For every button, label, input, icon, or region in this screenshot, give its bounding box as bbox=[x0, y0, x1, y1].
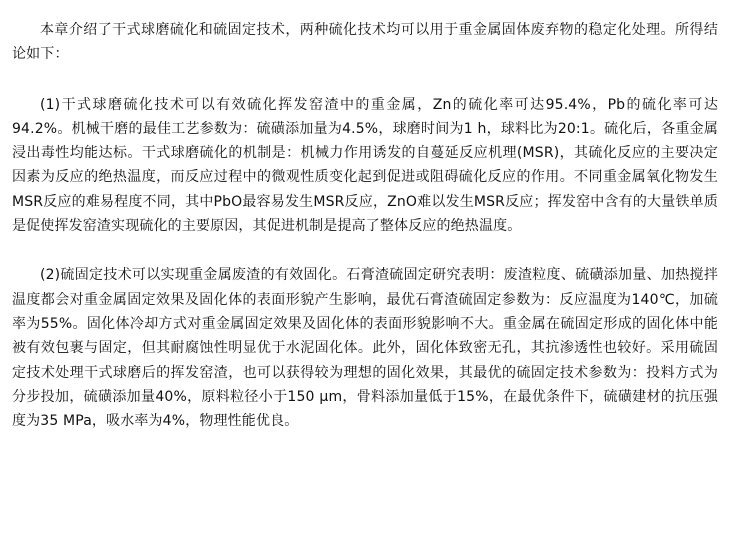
paragraph-intro: 本章介绍了干式球磨硫化和硫固定技术，两种硫化技术均可以用于重金属固体废弃物的稳定化处理。所得结论如下： bbox=[12, 22, 718, 63]
paragraph-conclusion-1: (1)干式球磨硫化技术可以有效硫化挥发窑渣中的重金属，Zn的硫化率可达95.4%，Pb的硫化率可达94.2%。机械干磨的最佳工艺参数为：硫磺添加量为4.5%，球磨时间为1 h，球料比为20:1。硫化后，各重金属浸出毒性均能达标。干式球磨硫化的机制是：机械力作用诱发的自蔓延反应机理(MSR)，其硫化反应的主要决定因素为反应的绝热温度，而反应过程中的微观性质变化起到促进或阻碍硫化反应的作用。不同重金属氧化物发生MSR反应的难易程度不同，其中PbO最容易发生MSR反应，ZnO难以发生MSR反应；挥发窑中含有的大量铁单质是促使挥发窑渣实现硫化的主要原因，其促进机制是提高了整体反应的绝热温度。 bbox=[12, 96, 718, 235]
document-body bbox=[12, 18, 718, 433]
paragraph-conclusion-2: (2)硫固定技术可以实现重金属废渣的有效固化。石膏渣硫固定研究表明：废渣粒度、硫磺添加量、加热搅拌温度都会对重金属固定效果及固化体的表面形貌产生影响，最优石膏渣硫固定参数为：反应温度为140℃，加硫率为55%。固化体冷却方式对重金属固定效果及固化体的表面形貌影响不大。重金属在硫固定形成的固化体中能被有效包裹与固定，但其耐腐蚀性明显优于水泥固化体。此外，固化体致密无孔，其抗渗透性也较好。采用硫固定技术处理干式球磨后的挥发窑渣，也可以获得较为理想的固化效果，其最优的硫固定技术参数为：投料方式为分步投加，硫磺添加量40%，原料粒径小于150 μm，骨料添加量低于15%，在最优条件下，硫磺建材的抗压强度为35 MPa，吸水率为4%，物理性能优良。 bbox=[12, 267, 718, 430]
